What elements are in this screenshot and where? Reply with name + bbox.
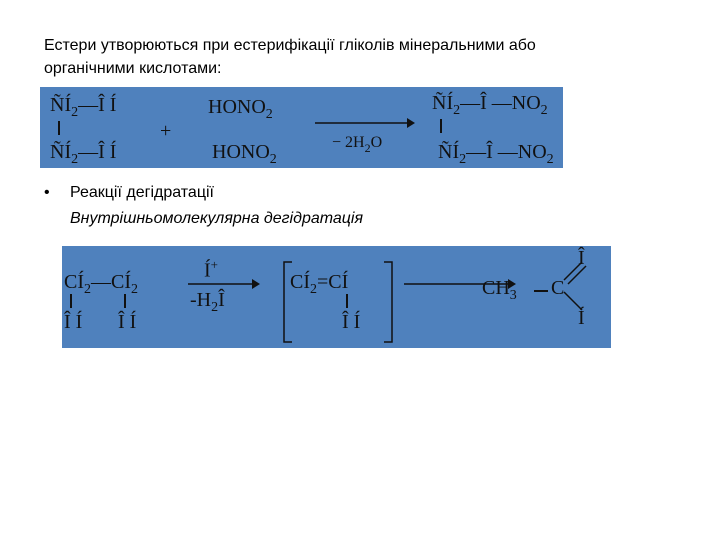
section-heading xyxy=(44,182,214,204)
intro-line-1: Естери утворюються при естерифікації гліколів мінеральними або xyxy=(44,37,536,54)
intro-text xyxy=(44,34,644,80)
dehydration-arrow xyxy=(188,278,260,290)
glycol-bond-left xyxy=(70,294,72,308)
glycol-bond xyxy=(58,121,60,135)
enol-bond xyxy=(346,294,348,308)
methyl-bond xyxy=(534,290,548,292)
section-subtitle: Внутрішньомолекулярна дегідратація xyxy=(70,210,364,227)
product-bottom-row: $ÑÍ_2—Î$ $—NO_2$ xyxy=(438,141,554,167)
reaction-arrow xyxy=(315,117,415,129)
acid-catalyst: Í+ xyxy=(204,257,219,282)
intro-line-2: органічними кислотами: xyxy=(44,60,222,77)
product-top-row: $ÑÍ_2—Î$ $—NO_2$ xyxy=(432,92,548,118)
dehydration-scheme xyxy=(62,246,611,348)
enol-intermediate: $CÍ_2=CÍ$ xyxy=(290,271,349,297)
plus-sign: + xyxy=(160,120,172,142)
glycol-bottom-row: $ÑÍ_2—Î$ Í xyxy=(50,141,117,167)
carbonyl-carbon: C xyxy=(551,277,565,299)
water-loss: $-H_2Î$ xyxy=(190,289,225,315)
bullet-icon: • xyxy=(44,184,50,201)
glycol-chain: $CÍ_2—CÍ_2$ xyxy=(64,271,138,297)
esterification-scheme xyxy=(40,87,563,168)
hydroxyl-left: Î Í xyxy=(64,311,83,333)
condition-text: − $2H_2O$ xyxy=(332,134,383,155)
enol-hydroxyl: Î Í xyxy=(342,311,361,333)
aldehyde-hydrogen: Í xyxy=(578,307,585,329)
acid-top: $HONO_2$ xyxy=(208,96,273,122)
glycol-top-row: $ÑÍ_2—Î$ Í xyxy=(50,94,117,120)
carbonyl-bonds xyxy=(562,260,592,332)
methyl-group: $CH_3$ xyxy=(482,277,517,303)
glycol-bond-right xyxy=(124,294,126,308)
section-title: Реакції дегідратації xyxy=(70,184,214,201)
acid-bottom: $HONO_2$ xyxy=(212,141,277,167)
product-bond xyxy=(440,119,442,133)
carbonyl-oxygen: Î xyxy=(578,247,585,269)
hydroxyl-right: Î Í xyxy=(118,311,137,333)
